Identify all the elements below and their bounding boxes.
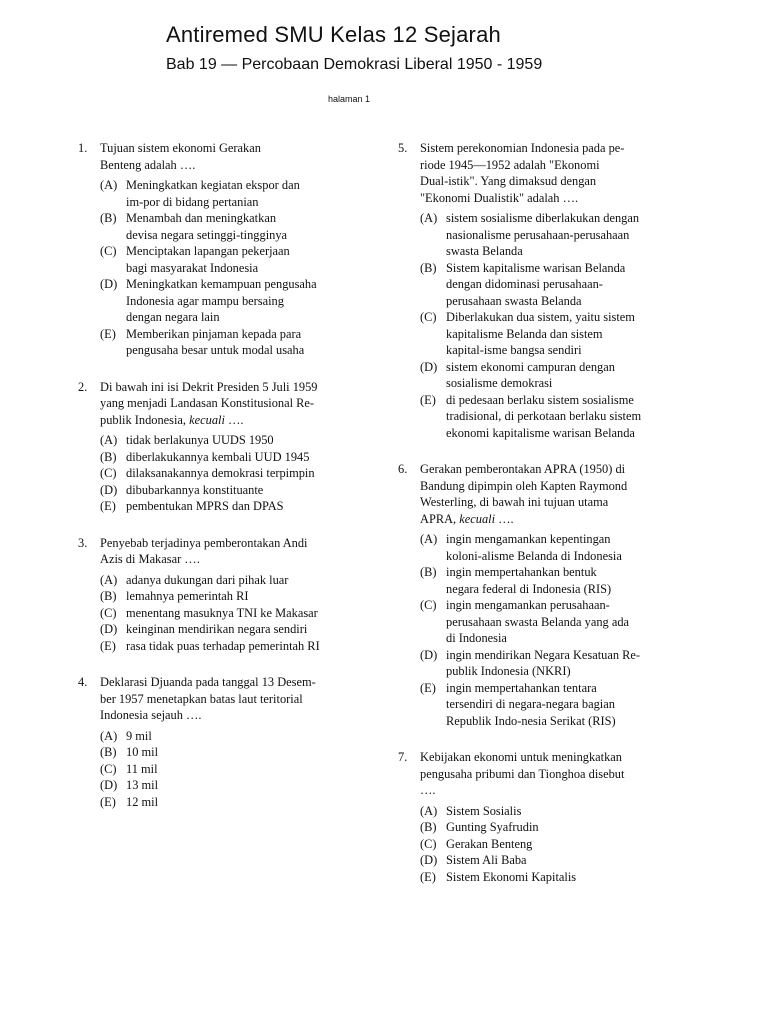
answer-option [100, 572, 366, 589]
answer-option [420, 531, 682, 564]
answer-option [420, 836, 682, 853]
option-text: ingin mendirikan Negara Kesatuan Re- publik Indonesia (NKRI) [446, 647, 641, 678]
question-text: Deklarasi Djuanda pada tanggal 13 Desem- ber 1957 menetapkan batas laut teritorial Indonesia sejauh …. [100, 675, 316, 722]
question-item [398, 749, 682, 885]
answer-option [100, 449, 366, 466]
option-letter: (C) [100, 605, 117, 620]
option-text: keinginan mendirikan negara sendiri [126, 622, 308, 636]
option-text: rasa tidak puas terhadap pemerintah RI [126, 638, 320, 653]
question-stem [78, 379, 366, 429]
option-letter: (B) [100, 211, 117, 225]
option-letter: (A) [420, 211, 438, 225]
question-item [78, 535, 366, 655]
option-text: sistem sosialisme diberlakukan dengan nasionalisme perusahaan-perusahaan swasta Belanda [446, 211, 640, 258]
answer-option [420, 597, 682, 647]
question-item [398, 140, 682, 441]
question-stem [78, 140, 366, 173]
page-number: halaman 1 [328, 94, 371, 104]
left-column [78, 140, 366, 830]
answer-option [420, 803, 682, 820]
answer-option [420, 564, 682, 597]
question-item [78, 674, 366, 810]
option-text: menentang masuknya TNI ke Makasar [126, 605, 318, 620]
answer-option [100, 210, 366, 243]
option-text: ingin mengamankan kepentingan koloni-alisme Belanda di Indonesia [446, 532, 622, 563]
option-letter: (C) [420, 310, 437, 324]
option-letter: (B) [100, 589, 117, 603]
option-list [420, 531, 682, 729]
question-number: 3. [78, 535, 88, 550]
option-text: diberlakukannya kembali UUD 1945 [126, 449, 310, 464]
option-letter: (D) [420, 853, 438, 867]
option-letter: (A) [420, 532, 438, 546]
answer-option [100, 276, 366, 326]
answer-option [100, 498, 366, 515]
option-text: dibubarkannya konstituante [126, 482, 264, 497]
question-emphasis: kecuali [189, 412, 225, 427]
option-letter: (D) [100, 778, 118, 792]
option-text: 10 mil [126, 745, 159, 759]
option-text: Sistem kapitalisme warisan Belanda dengan didominasi perusahaan- perusahaan swasta Belanda [446, 260, 626, 308]
question-item [398, 461, 682, 729]
answer-option [420, 869, 682, 886]
option-letter: (A) [100, 433, 118, 447]
option-text: Menciptakan lapangan pekerjaan bagi masyarakat Indonesia [126, 244, 290, 275]
option-letter: (D) [420, 359, 438, 374]
question-number: 6. [398, 462, 408, 476]
option-letter: (B) [420, 820, 437, 834]
option-letter: (D) [100, 482, 118, 497]
option-text: Diberlakukan dua sistem, yaitu sistem kapitalisme Belanda dan sistem kapital-isme bangsa sendiri [446, 310, 635, 357]
option-text: pembentukan MPRS dan DPAS [126, 499, 284, 513]
answer-option [100, 177, 366, 210]
option-list [100, 432, 366, 515]
option-letter: (B) [100, 745, 117, 759]
answer-option [100, 728, 366, 745]
option-text: Memberikan pinjaman kepada para pengusaha besar untuk modal usaha [126, 326, 305, 357]
answer-option [100, 482, 366, 499]
question-text: Di bawah ini isi Dekrit Presiden 5 Juli 1959 yang menjadi Landasan Konstitusional Re- publik Indonesia, kecuali …. [100, 379, 318, 427]
answer-option [100, 777, 366, 794]
option-letter: (E) [420, 869, 436, 884]
option-letter: (A) [100, 178, 118, 192]
option-letter: (D) [100, 622, 118, 636]
question-stem [398, 749, 682, 799]
option-letter: (B) [420, 565, 437, 579]
option-list [100, 572, 366, 655]
option-letter: (A) [100, 572, 118, 587]
option-text: 9 mil [126, 728, 152, 743]
option-letter: (C) [420, 598, 437, 612]
answer-option [420, 647, 682, 680]
option-text: Meningkatkan kegiatan ekspor dan im-por di bidang pertanian [126, 178, 300, 209]
option-letter: (C) [420, 836, 437, 851]
option-letter: (D) [100, 277, 118, 291]
option-letter: (E) [100, 638, 116, 653]
answer-option [420, 852, 682, 869]
option-text: Gerakan Benteng [446, 836, 533, 851]
option-letter: (E) [100, 326, 116, 341]
option-letter: (C) [100, 761, 117, 776]
answer-option [100, 605, 366, 622]
question-item [78, 140, 366, 359]
answer-option [420, 309, 682, 359]
answer-option [420, 260, 682, 310]
option-text: dilaksanakannya demokrasi terpimpin [126, 466, 315, 480]
question-number: 5. [398, 141, 408, 155]
question-number: 4. [78, 675, 88, 689]
option-text: Meningkatkan kemampuan pengusaha Indonesia agar mampu bersaing dengan negara lain [126, 277, 317, 324]
answer-option [420, 210, 682, 260]
question-number: 1. [78, 141, 88, 155]
option-list [100, 728, 366, 811]
answer-option [420, 819, 682, 836]
option-text: 12 mil [126, 794, 159, 809]
question-stem [78, 674, 366, 724]
question-text: Penyebab terjadinya pemberontakan Andi Azis di Makasar …. [100, 535, 308, 566]
answer-option [420, 359, 682, 392]
question-number: 7. [398, 750, 408, 764]
answer-option [100, 761, 366, 778]
question-text: Kebijakan ekonomi untuk meningkatkan pengusaha pribumi dan Tionghoa disebut …. [420, 750, 625, 797]
option-letter: (C) [100, 244, 117, 258]
question-text: Gerakan pemberontakan APRA (1950) di Bandung dipimpin oleh Kapten Raymond Westerling, di bawah ini tujuan utama APRA, kecuali …. [420, 462, 628, 526]
question-stem [398, 461, 682, 527]
option-letter: (A) [100, 728, 118, 743]
option-text: lemahnya pemerintah RI [126, 589, 249, 603]
question-stem [78, 535, 366, 568]
answer-option [100, 744, 366, 761]
option-letter: (B) [100, 449, 117, 464]
option-text: sistem ekonomi campuran dengan sosialisme demokrasi [446, 359, 615, 390]
question-emphasis: kecuali [459, 511, 496, 526]
right-column [398, 140, 682, 905]
answer-option [100, 638, 366, 655]
option-letter: (C) [100, 466, 117, 480]
option-letter: (E) [100, 794, 116, 809]
option-text: ingin mengamankan perusahaan- perusahaan swasta Belanda yang ada di Indonesia [446, 598, 630, 645]
option-letter: (A) [420, 803, 438, 818]
option-text: di pedesaan berlaku sistem sosialisme tradisional, di perkotaan berlaku sistem ekonomi kapitalisme warisan Belanda [446, 392, 642, 440]
option-letter: (E) [420, 680, 436, 695]
option-list [420, 210, 682, 441]
option-text: ingin mempertahankan tentara tersendiri di negara-negara bagian Republik Indo-nesia Serikat (RIS) [446, 680, 616, 728]
option-text: ingin mempertahankan bentuk negara federal di Indonesia (RIS) [446, 565, 612, 596]
page-title: Antiremed SMU Kelas 12 Sejarah [166, 22, 501, 47]
option-text: Sistem Ekonomi Kapitalis [446, 869, 577, 884]
option-letter: (E) [420, 392, 436, 407]
answer-option [100, 794, 366, 811]
option-letter: (B) [420, 260, 437, 275]
answer-option [420, 680, 682, 730]
option-letter: (E) [100, 499, 116, 513]
option-text: adanya dukungan dari pihak luar [126, 572, 289, 587]
question-item [78, 379, 366, 515]
option-list [100, 177, 366, 359]
option-letter: (D) [420, 647, 438, 662]
answer-option [100, 588, 366, 605]
answer-option [100, 465, 366, 482]
question-stem [398, 140, 682, 206]
option-text: tidak berlakunya UUDS 1950 [126, 433, 274, 447]
answer-option [100, 621, 366, 638]
answer-option [100, 243, 366, 276]
answer-option [100, 432, 366, 449]
option-text: Gunting Syafrudin [446, 820, 539, 834]
chapter-subtitle: Bab 19 — Percobaan Demokrasi Liberal 1950 - 1959 [166, 56, 543, 73]
question-text: Sistem perekonomian Indonesia pada pe- riode 1945—1952 adalah "Ekonomi Dual-istik". Yang dimaksud dengan "Ekonomi Dualistik" adalah …. [420, 141, 625, 205]
option-text: 11 mil [126, 761, 158, 776]
option-text: 13 mil [126, 778, 159, 792]
option-text: Sistem Sosialis [446, 803, 522, 818]
option-text: Sistem Ali Baba [446, 853, 527, 867]
answer-option [100, 326, 366, 359]
option-list [420, 803, 682, 886]
question-text: Tujuan sistem ekonomi Gerakan Benteng adalah …. [100, 141, 261, 172]
option-text: Menambah dan meningkatkan devisa negara setinggi-tingginya [126, 211, 288, 242]
question-number: 2. [78, 379, 88, 394]
answer-option [420, 392, 682, 442]
